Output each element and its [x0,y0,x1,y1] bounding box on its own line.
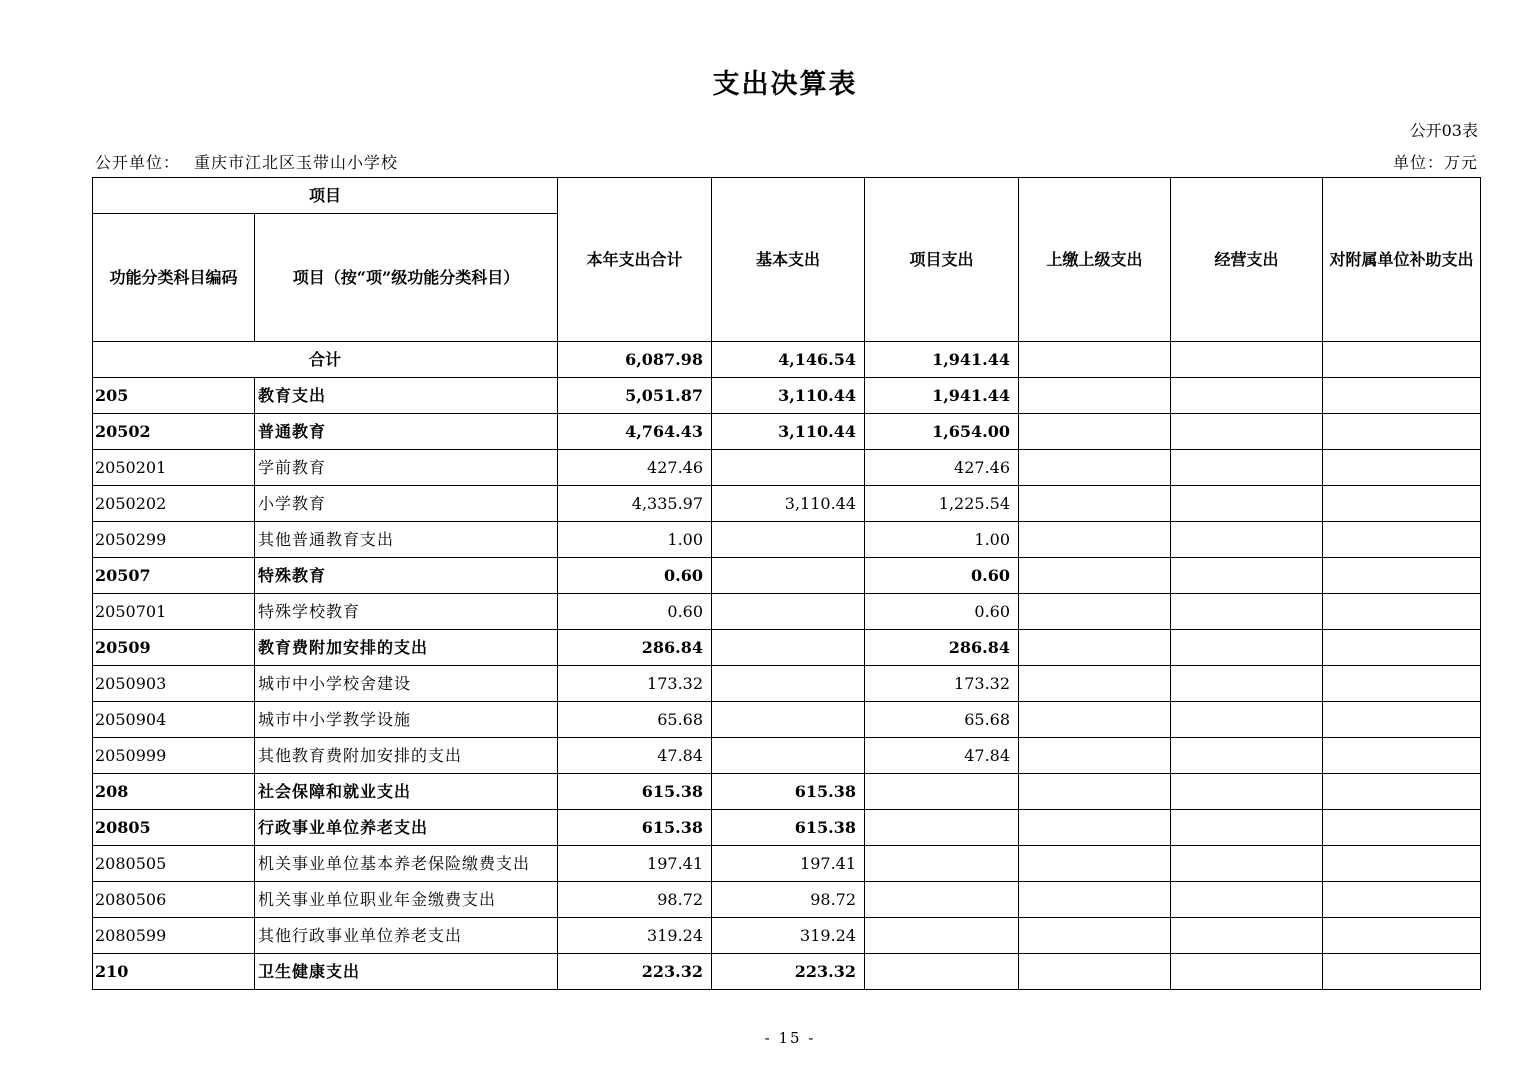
page-number: - 15 - [764,1029,816,1047]
row-total: 173.32 [558,666,712,702]
row-project [865,918,1019,954]
page-title: 支出决算表 [712,69,858,100]
row-project: 65.68 [865,702,1019,738]
row-code: 2050904 [93,702,255,738]
row-upper [1019,378,1171,414]
row-upper [1019,738,1171,774]
row-upper [1019,810,1171,846]
row-business [1171,918,1323,954]
row-subsidy [1323,486,1481,522]
row-total: 0.60 [558,594,712,630]
unit-name: 重庆市江北区玉带山小学校 [194,153,399,172]
row-upper [1019,846,1171,882]
row-item-name: 其他普通教育支出 [255,522,558,558]
row-upper [1019,450,1171,486]
row-business [1171,486,1323,522]
table-row [93,414,1481,450]
row-subsidy [1323,378,1481,414]
row-item-name: 机关事业单位职业年金缴费支出 [255,882,558,918]
row-basic: 3,110.44 [712,486,865,522]
header-project: 项目支出 [865,178,1019,342]
row-total: 286.84 [558,630,712,666]
row-business [1171,738,1323,774]
row-business [1171,414,1323,450]
reporting-unit [95,150,398,173]
total-upper [1019,342,1171,378]
row-total: 4,764.43 [558,414,712,450]
row-code: 2050903 [93,666,255,702]
row-basic [712,450,865,486]
row-project: 47.84 [865,738,1019,774]
row-project: 173.32 [865,666,1019,702]
row-business [1171,702,1323,738]
table-row [93,918,1481,954]
form-number: 公开03表 [1409,121,1478,140]
row-code: 20507 [93,558,255,594]
row-total: 0.60 [558,558,712,594]
row-basic: 319.24 [712,918,865,954]
row-subsidy [1323,846,1481,882]
row-basic: 615.38 [712,810,865,846]
row-item-name: 教育支出 [255,378,558,414]
row-project: 1,225.54 [865,486,1019,522]
row-total: 98.72 [558,882,712,918]
header-subsidy: 对附属单位补助支出 [1323,178,1481,342]
row-project [865,846,1019,882]
row-business [1171,810,1323,846]
table-row [93,954,1481,990]
row-code: 210 [93,954,255,990]
row-code: 2080505 [93,846,255,882]
row-code: 2050299 [93,522,255,558]
row-upper [1019,594,1171,630]
row-project: 0.60 [865,558,1019,594]
row-basic [712,738,865,774]
row-basic: 223.32 [712,954,865,990]
row-code: 2080506 [93,882,255,918]
row-project [865,954,1019,990]
table-row [93,666,1481,702]
row-upper [1019,918,1171,954]
row-item-name: 城市中小学校舍建设 [255,666,558,702]
row-subsidy [1323,738,1481,774]
header-code: 功能分类科目编码 [93,214,255,342]
row-code: 208 [93,774,255,810]
row-basic [712,702,865,738]
row-project [865,810,1019,846]
row-upper [1019,414,1171,450]
row-project: 1,654.00 [865,414,1019,450]
header-item: 项目 [93,178,558,214]
table-row [93,738,1481,774]
total-basic: 4,146.54 [712,342,865,378]
row-item-name: 社会保障和就业支出 [255,774,558,810]
row-basic: 615.38 [712,774,865,810]
row-item-name: 特殊学校教育 [255,594,558,630]
row-upper [1019,882,1171,918]
row-item-name: 普通教育 [255,414,558,450]
row-basic [712,522,865,558]
row-project [865,774,1019,810]
row-total: 47.84 [558,738,712,774]
header-item-name: 项目（按“项”级功能分类科目） [255,214,558,342]
row-business [1171,630,1323,666]
row-basic: 3,110.44 [712,378,865,414]
total-project: 1,941.44 [865,342,1019,378]
row-upper [1019,954,1171,990]
total-label: 合计 [93,342,558,378]
row-upper [1019,702,1171,738]
header-business: 经营支出 [1171,178,1323,342]
row-code: 2050201 [93,450,255,486]
row-business [1171,378,1323,414]
row-business [1171,774,1323,810]
row-subsidy [1323,594,1481,630]
row-business [1171,450,1323,486]
row-item-name: 城市中小学教学设施 [255,702,558,738]
expenditure-table [92,177,1481,990]
table-row [93,810,1481,846]
row-total: 223.32 [558,954,712,990]
table-row [93,630,1481,666]
row-code: 2080599 [93,918,255,954]
row-subsidy [1323,450,1481,486]
row-business [1171,954,1323,990]
header-upper: 上缴上级支出 [1019,178,1171,342]
total-subsidy [1323,342,1481,378]
row-basic: 98.72 [712,882,865,918]
row-item-name: 卫生健康支出 [255,954,558,990]
row-item-name: 小学教育 [255,486,558,522]
row-basic: 197.41 [712,846,865,882]
row-item-name: 其他行政事业单位养老支出 [255,918,558,954]
row-subsidy [1323,918,1481,954]
row-business [1171,846,1323,882]
row-code: 20502 [93,414,255,450]
row-basic [712,594,865,630]
table-row [93,846,1481,882]
row-total: 65.68 [558,702,712,738]
row-project: 427.46 [865,450,1019,486]
row-code: 205 [93,378,255,414]
row-business [1171,594,1323,630]
row-code: 20509 [93,630,255,666]
row-subsidy [1323,882,1481,918]
currency-unit: 单位：万元 [1392,153,1478,172]
row-subsidy [1323,666,1481,702]
unit-label: 公开单位： [95,153,181,172]
total-business [1171,342,1323,378]
row-total: 4,335.97 [558,486,712,522]
row-upper [1019,558,1171,594]
row-business [1171,666,1323,702]
row-item-name: 特殊教育 [255,558,558,594]
row-total: 1.00 [558,522,712,558]
table-row [93,774,1481,810]
row-subsidy [1323,954,1481,990]
row-code: 2050999 [93,738,255,774]
row-project: 1,941.44 [865,378,1019,414]
row-business [1171,522,1323,558]
row-basic [712,666,865,702]
row-basic: 3,110.44 [712,414,865,450]
total-total: 6,087.98 [558,342,712,378]
row-subsidy [1323,810,1481,846]
row-subsidy [1323,774,1481,810]
table-row [93,702,1481,738]
row-code: 20805 [93,810,255,846]
row-item-name: 学前教育 [255,450,558,486]
table-row [93,882,1481,918]
row-project: 286.84 [865,630,1019,666]
row-subsidy [1323,558,1481,594]
row-subsidy [1323,522,1481,558]
row-upper [1019,774,1171,810]
row-upper [1019,666,1171,702]
row-business [1171,558,1323,594]
header-total: 本年支出合计 [558,178,712,342]
row-code: 2050701 [93,594,255,630]
row-basic [712,630,865,666]
row-subsidy [1323,414,1481,450]
table-row [93,378,1481,414]
row-total: 427.46 [558,450,712,486]
row-item-name: 机关事业单位基本养老保险缴费支出 [255,846,558,882]
row-project: 1.00 [865,522,1019,558]
table-row [93,558,1481,594]
total-row [93,342,1481,378]
table-row [93,450,1481,486]
row-code: 2050202 [93,486,255,522]
table-row [93,594,1481,630]
row-project [865,882,1019,918]
row-upper [1019,630,1171,666]
row-subsidy [1323,702,1481,738]
header-basic: 基本支出 [712,178,865,342]
row-total: 197.41 [558,846,712,882]
row-project: 0.60 [865,594,1019,630]
row-item-name: 其他教育费附加安排的支出 [255,738,558,774]
row-total: 5,051.87 [558,378,712,414]
row-total: 319.24 [558,918,712,954]
row-upper [1019,486,1171,522]
row-subsidy [1323,630,1481,666]
row-business [1171,882,1323,918]
row-item-name: 行政事业单位养老支出 [255,810,558,846]
row-item-name: 教育费附加安排的支出 [255,630,558,666]
row-basic [712,558,865,594]
table-row [93,486,1481,522]
row-total: 615.38 [558,810,712,846]
table-row [93,522,1481,558]
row-total: 615.38 [558,774,712,810]
row-upper [1019,522,1171,558]
